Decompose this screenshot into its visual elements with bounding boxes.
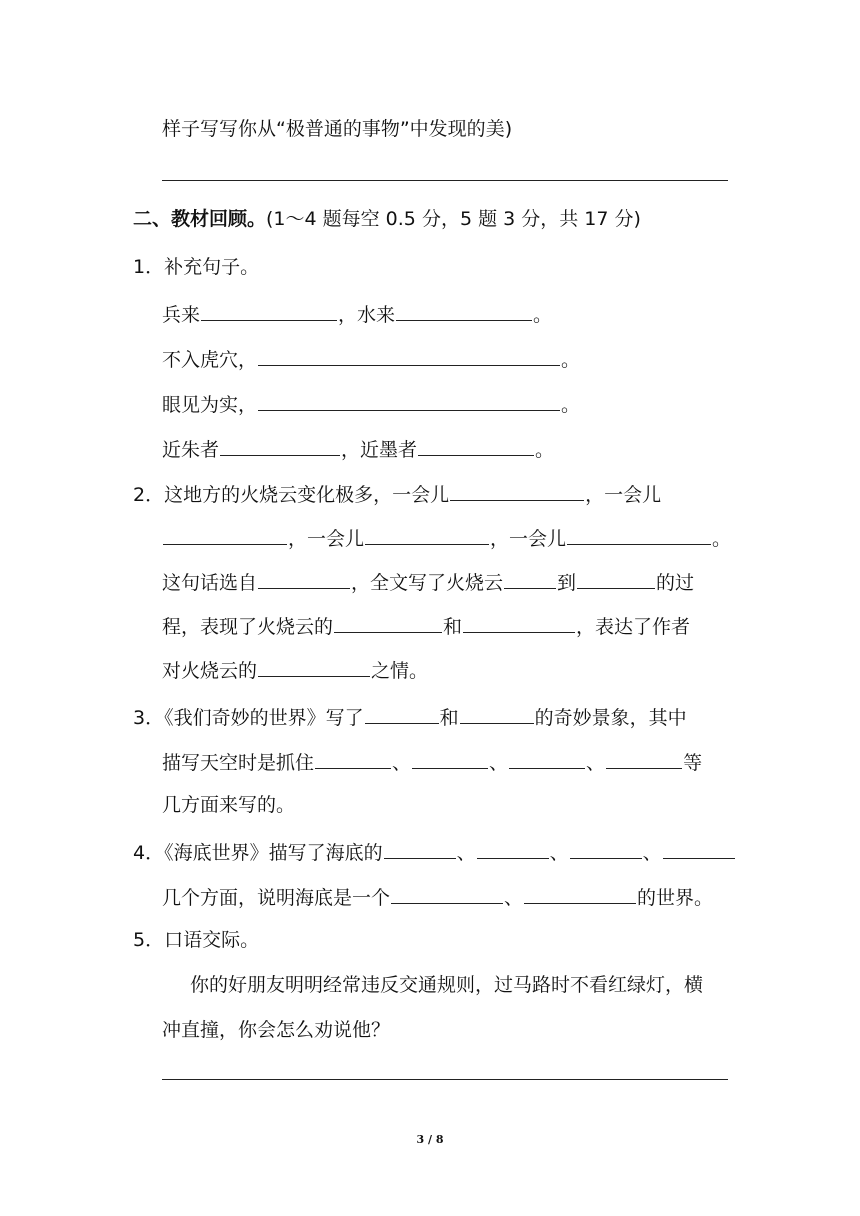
text: 《我们奇妙的世界》写了 <box>164 707 364 729</box>
text: 。 <box>561 349 581 371</box>
text: ，一会儿 <box>490 528 567 550</box>
blank[interactable] <box>365 524 489 545</box>
text: ，表达了作者 <box>576 616 691 638</box>
text: 眼见为实， <box>162 394 258 416</box>
q3-line-3: 几方面来写的。 <box>162 794 296 816</box>
question-1 <box>133 255 259 279</box>
blank[interactable] <box>418 435 534 456</box>
blank[interactable] <box>391 883 503 904</box>
q1-sentence-3 <box>162 390 580 417</box>
blank[interactable] <box>334 612 442 633</box>
text: 。 <box>712 528 732 550</box>
answer-line[interactable] <box>162 180 728 181</box>
text: 和 <box>439 707 459 729</box>
blank[interactable] <box>365 703 439 724</box>
blank[interactable] <box>477 838 549 859</box>
continuation-text: 样子写写你从“极普通的事物”中发现的美) <box>162 118 513 140</box>
q4-line-2 <box>162 883 713 910</box>
q2-line-2 <box>162 524 731 551</box>
blank[interactable] <box>524 883 636 904</box>
text: 、 <box>456 842 476 864</box>
blank[interactable] <box>663 838 735 859</box>
question-5 <box>133 928 259 952</box>
q2-line-4 <box>162 612 690 639</box>
text: 的世界。 <box>637 887 714 909</box>
text: 到 <box>557 572 577 594</box>
text: 之情。 <box>371 660 429 682</box>
section-heading <box>133 207 641 231</box>
text: 、 <box>642 842 662 864</box>
text: 。 <box>561 394 581 416</box>
text: 描写天空时是抓住 <box>162 752 315 774</box>
question-number: 1． <box>133 256 165 278</box>
blank[interactable] <box>396 300 532 321</box>
text: 这地方的火烧云变化极多，一会儿 <box>164 484 450 506</box>
q5-prompt-line-2: 冲直撞，你会怎么劝说他？ <box>162 1019 391 1041</box>
blank[interactable] <box>163 524 287 545</box>
blank[interactable] <box>315 748 391 769</box>
blank[interactable] <box>450 480 584 501</box>
text: 、 <box>586 752 606 774</box>
question-number: 3． <box>133 707 165 729</box>
text: 的奇妙景象，其中 <box>534 707 687 729</box>
blank[interactable] <box>258 390 560 411</box>
text: 这句话选自 <box>162 572 258 594</box>
blank[interactable] <box>258 656 370 677</box>
text: 程，表现了火烧云的 <box>162 616 334 638</box>
text: 。 <box>533 304 553 326</box>
text: ，一会儿 <box>288 528 365 550</box>
text: 《海底世界》描写了海底的 <box>164 842 383 864</box>
question-4 <box>133 838 736 865</box>
text: 。 <box>535 439 555 461</box>
text: 的过 <box>656 572 695 594</box>
question-number: 4． <box>133 842 165 864</box>
blank[interactable] <box>504 568 556 589</box>
text: 不入虎穴， <box>162 349 258 371</box>
blank[interactable] <box>463 612 575 633</box>
question-number: 2． <box>133 484 165 506</box>
q2-line-3 <box>162 568 694 595</box>
blank[interactable] <box>567 524 711 545</box>
section-scoring: (1～4 题每空 0.5 分，5 题 3 分，共 17 分) <box>266 208 641 230</box>
blank[interactable] <box>384 838 456 859</box>
blank[interactable] <box>201 300 337 321</box>
blank[interactable] <box>570 838 642 859</box>
question-stem: 补充句子。 <box>164 256 260 278</box>
text: 几个方面，说明海底是一个 <box>162 887 391 909</box>
blank[interactable] <box>258 568 350 589</box>
q3-line-2 <box>162 748 702 775</box>
blank[interactable] <box>220 435 340 456</box>
q1-sentence-4 <box>162 435 554 462</box>
blank[interactable] <box>606 748 682 769</box>
text: 、 <box>504 887 524 909</box>
text: 、 <box>392 752 412 774</box>
answer-line[interactable] <box>162 1079 728 1080</box>
text: 对火烧云的 <box>162 660 258 682</box>
q1-sentence-2 <box>162 345 580 372</box>
question-2 <box>133 480 661 507</box>
q2-line-5 <box>162 656 428 683</box>
text: 、 <box>549 842 569 864</box>
blank[interactable] <box>577 568 655 589</box>
blank[interactable] <box>258 345 560 366</box>
text: ，一会儿 <box>585 484 662 506</box>
blank[interactable] <box>460 703 534 724</box>
text: 近朱者 <box>162 439 220 461</box>
text: ，近墨者 <box>341 439 418 461</box>
text: ，水来 <box>338 304 396 326</box>
text: ，全文写了火烧云 <box>351 572 504 594</box>
text: 兵来 <box>162 304 201 326</box>
question-3 <box>133 703 687 730</box>
page-number: 3 / 8 <box>416 1133 444 1146</box>
blank[interactable] <box>509 748 585 769</box>
q5-prompt-line-1: 你的好朋友明明经常违反交通规则，过马路时不看红绿灯，横 <box>190 974 704 996</box>
text: 和 <box>443 616 463 638</box>
section-title: 二、教材回顾。 <box>133 208 267 230</box>
blank[interactable] <box>412 748 488 769</box>
q1-sentence-1 <box>162 300 552 327</box>
text: 、 <box>489 752 509 774</box>
text: 等 <box>683 752 703 774</box>
question-stem: 口语交际。 <box>164 929 260 951</box>
question-number: 5． <box>133 929 165 951</box>
